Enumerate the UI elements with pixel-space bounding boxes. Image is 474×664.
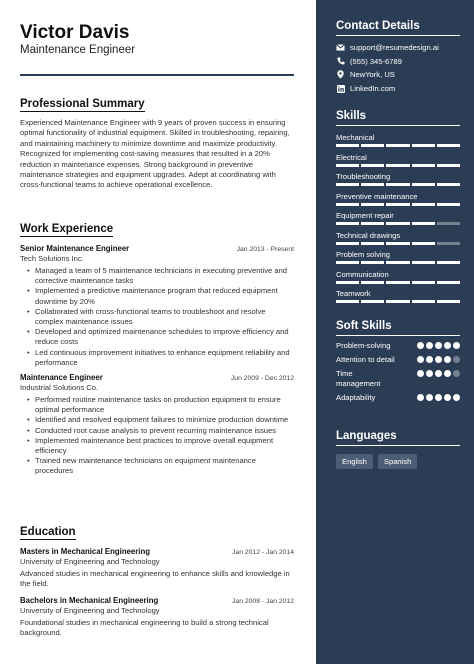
- education-entry: [20, 596, 294, 639]
- soft-skill-label: Problem-solving: [336, 341, 391, 350]
- education-entry: [20, 547, 294, 590]
- job-company: Industrial Solutions Co.: [20, 383, 99, 393]
- skill-level-segment: [336, 203, 359, 206]
- soft-skill-item: [336, 341, 460, 351]
- skill-item: [336, 209, 460, 229]
- job-title: Maintenance Engineer: [20, 373, 103, 383]
- skill-label: Teamwork: [336, 289, 371, 298]
- rating-dot: [426, 394, 433, 401]
- skill-level-segment: [412, 222, 435, 225]
- list-item: • Implemented maintenance best practices to improve overall equipment efficiency: [20, 436, 294, 456]
- candidate-name: Victor Davis: [20, 22, 130, 43]
- skill-level-segment: [412, 203, 435, 206]
- language-tag: Spanish: [378, 454, 417, 469]
- list-item: • Led continuous improvement initiatives to enhance equipment reliability and performance: [20, 348, 294, 368]
- list-item: • Trained new maintenance technicians on equipment maintenance procedures: [20, 456, 294, 476]
- skill-level-segment: [412, 144, 435, 147]
- skill-level-segment: [437, 144, 460, 147]
- skill-level-segment: [336, 281, 359, 284]
- languages-list: [336, 454, 460, 469]
- skill-level-segment: [437, 242, 460, 245]
- skill-level-segment: [437, 222, 460, 225]
- soft-skill-label: Time management: [336, 369, 381, 388]
- rating-dot: [444, 394, 451, 401]
- rating-dot: [444, 342, 451, 349]
- job-bullets: [20, 395, 294, 477]
- list-item: • Identified and resolved equipment failures to minimize production downtime: [20, 415, 294, 425]
- skill-level-segment: [336, 144, 359, 147]
- skills-list: [336, 131, 460, 307]
- skill-level-segment: [437, 300, 460, 303]
- skill-item: [336, 229, 460, 249]
- job-dates: Jan 2013 - Present: [236, 246, 294, 253]
- location-icon: [336, 70, 345, 79]
- rating-dot: [453, 370, 460, 377]
- skill-level-segment: [437, 203, 460, 206]
- skill-label: Troubleshooting: [336, 172, 391, 181]
- skills-title: Skills: [336, 110, 460, 126]
- skill-level-segment: [412, 300, 435, 303]
- linkedin-icon: [336, 84, 345, 93]
- skill-level-segment: [361, 242, 384, 245]
- list-item: • Developed and optimized maintenance schedules to improve efficiency and reduce costs: [20, 327, 294, 347]
- soft-skill-item: [336, 393, 460, 403]
- rating-dot: [426, 370, 433, 377]
- skill-level-segment: [386, 144, 409, 147]
- skills-section: [336, 110, 460, 307]
- contact-title: Contact Details: [336, 20, 460, 36]
- skill-level-segment: [386, 183, 409, 186]
- contact-section: [336, 20, 460, 95]
- languages-section: [336, 430, 460, 469]
- rating-dot: [453, 342, 460, 349]
- skill-level-segment: [386, 281, 409, 284]
- soft-skill-rating: [417, 369, 460, 377]
- skill-level-segment: [336, 242, 359, 245]
- skill-item: [336, 131, 460, 151]
- school-name: University of Engineering and Technology: [20, 605, 160, 615]
- skill-level-segment: [336, 183, 359, 186]
- soft-skill-item: [336, 355, 460, 365]
- rating-dot: [435, 342, 442, 349]
- header-divider: [20, 74, 294, 76]
- contact-email[interactable]: support@resumedesign.ai: [336, 41, 460, 55]
- soft-skills-list: [336, 341, 460, 403]
- soft-skill-rating: [417, 393, 460, 401]
- skill-item: [336, 268, 460, 288]
- soft-skill-label: Attention to detail: [336, 355, 395, 364]
- skill-level-segment: [386, 164, 409, 167]
- skill-label: Electrical: [336, 152, 367, 162]
- skill-level-segment: [412, 281, 435, 284]
- skill-level-bar: [336, 144, 460, 147]
- summary-title: Professional Summary: [20, 98, 145, 110]
- degree-dates: Jan 2012 - Jan 2014: [232, 549, 294, 556]
- contact-location: NewYork, US: [336, 68, 460, 82]
- list-item: • Implemented a predictive maintenance program that reduced equipment downtime by 20%: [20, 286, 294, 306]
- rating-dot: [435, 394, 442, 401]
- mail-icon: [336, 43, 345, 52]
- list-item: • Conducted root cause analysis to prevent recurring maintenance issues: [20, 426, 294, 436]
- soft-skills-section: [336, 320, 460, 403]
- rating-dot: [435, 356, 442, 363]
- skill-label: Mechanical: [336, 133, 375, 142]
- skill-level-segment: [386, 300, 409, 303]
- skill-item: [336, 287, 460, 307]
- rating-dot: [417, 370, 424, 377]
- education-title: Education: [20, 526, 76, 538]
- skill-level-segment: [336, 222, 359, 225]
- skill-level-bar: [336, 281, 460, 284]
- summary-text: Experienced Maintenance Engineer with 9 years of proven success in ensuring optimal functionality of industrial equipment. Skilled in troubleshooting, repairing, and maintaining machinery to minimize downtime and maximize productivity. Recognized for implementing cost-saving measures that resulted in a 20% reduction in maintenance expenses. Strong background in preventive maintenance strategies and equipment upgrades. Adept at coordinating with cross-functional teams to achieve operational excellence.: [20, 118, 290, 190]
- skill-label: Problem solving: [336, 250, 391, 259]
- rating-dot: [444, 356, 451, 363]
- school-name: University of Engineering and Technology: [20, 557, 160, 566]
- soft-skill-rating: [417, 355, 460, 363]
- skill-item: [336, 248, 460, 268]
- skill-level-segment: [386, 222, 409, 225]
- rating-dot: [417, 342, 424, 349]
- rating-dot: [426, 342, 433, 349]
- soft-skills-title: Soft Skills: [336, 320, 460, 336]
- job-company: Tech Solutions Inc.: [20, 254, 84, 263]
- skill-level-segment: [361, 261, 384, 264]
- degree-dates: Jan 2008 - Jan 2012: [232, 597, 294, 605]
- skill-level-bar: [336, 242, 460, 245]
- experience-title: Work Experience: [20, 223, 114, 235]
- job-title: Senior Maintenance Engineer: [20, 244, 130, 253]
- skill-level-segment: [361, 300, 384, 303]
- languages-title: Languages: [336, 430, 460, 446]
- skill-level-segment: [361, 164, 384, 167]
- skill-level-segment: [336, 164, 359, 167]
- skill-level-segment: [437, 281, 460, 284]
- degree-description: Advanced studies in mechanical engineering to enhance skills and knowledge in the field.: [20, 569, 290, 589]
- candidate-role: Maintenance Engineer: [20, 44, 136, 56]
- skill-level-segment: [437, 183, 460, 186]
- list-item: • Performed routine maintenance tasks on production equipment to ensure optimal performance: [20, 395, 294, 415]
- skill-level-bar: [336, 222, 460, 225]
- language-tag: English: [336, 454, 373, 469]
- skill-level-segment: [386, 242, 409, 245]
- skill-level-segment: [412, 183, 435, 186]
- education-section: [20, 522, 294, 639]
- skill-level-segment: [412, 261, 435, 264]
- skill-level-segment: [361, 183, 384, 186]
- soft-skill-item: [336, 369, 460, 389]
- rating-dot: [444, 370, 451, 377]
- skill-label: Communication: [336, 269, 389, 279]
- rating-dot: [453, 394, 460, 401]
- skill-item: [336, 170, 460, 190]
- degree-title: Bachelors in Mechanical Engineering: [20, 595, 159, 605]
- summary-section: [20, 94, 294, 191]
- skill-level-bar: [336, 183, 460, 186]
- job-entry: [20, 244, 294, 368]
- job-bullets: [20, 266, 294, 368]
- skill-level-segment: [336, 261, 359, 264]
- skill-label: Equipment repair: [336, 211, 394, 220]
- rating-dot: [453, 356, 460, 363]
- list-item: • Managed a team of 5 maintenance technicians in executing preventive and corrective maintenance tasks: [20, 266, 294, 286]
- skill-level-segment: [437, 261, 460, 264]
- skill-level-segment: [412, 242, 435, 245]
- degree-description: Foundational studies in mechanical engineering to build a strong technical background.: [20, 617, 269, 638]
- job-entry: [20, 373, 294, 477]
- skill-level-segment: [361, 281, 384, 284]
- skill-level-segment: [336, 300, 359, 303]
- skill-level-bar: [336, 203, 460, 206]
- degree-title: Masters in Mechanical Engineering: [20, 547, 150, 556]
- skill-item: [336, 151, 460, 171]
- skill-label: Preventive maintenance: [336, 191, 418, 201]
- rating-dot: [435, 370, 442, 377]
- rating-dot: [426, 356, 433, 363]
- contact-phone[interactable]: (555) 345-6789: [336, 55, 460, 69]
- skill-level-segment: [412, 164, 435, 167]
- skill-level-bar: [336, 300, 460, 303]
- skill-item: [336, 190, 460, 210]
- skill-label: Technical drawings: [336, 230, 401, 240]
- skill-level-segment: [386, 261, 409, 264]
- rating-dot: [417, 394, 424, 401]
- soft-skill-label: Adaptability: [336, 393, 376, 402]
- list-item: • Collaborated with cross-functional teams to troubleshoot and resolve complex maintenance issues: [20, 307, 294, 327]
- phone-icon: [336, 57, 345, 66]
- sidebar: [316, 0, 474, 664]
- contact-linkedin[interactable]: LinkedIn.com: [336, 82, 460, 96]
- rating-dot: [417, 356, 424, 363]
- skill-level-segment: [361, 203, 384, 206]
- skill-level-segment: [361, 222, 384, 225]
- skill-level-bar: [336, 164, 460, 167]
- job-dates: Jun 2009 - Dec 2012: [230, 375, 294, 383]
- skill-level-segment: [386, 203, 409, 206]
- skill-level-segment: [437, 164, 460, 167]
- soft-skill-rating: [417, 341, 460, 349]
- skill-level-bar: [336, 261, 460, 264]
- experience-section: [20, 219, 294, 477]
- skill-level-segment: [361, 144, 384, 147]
